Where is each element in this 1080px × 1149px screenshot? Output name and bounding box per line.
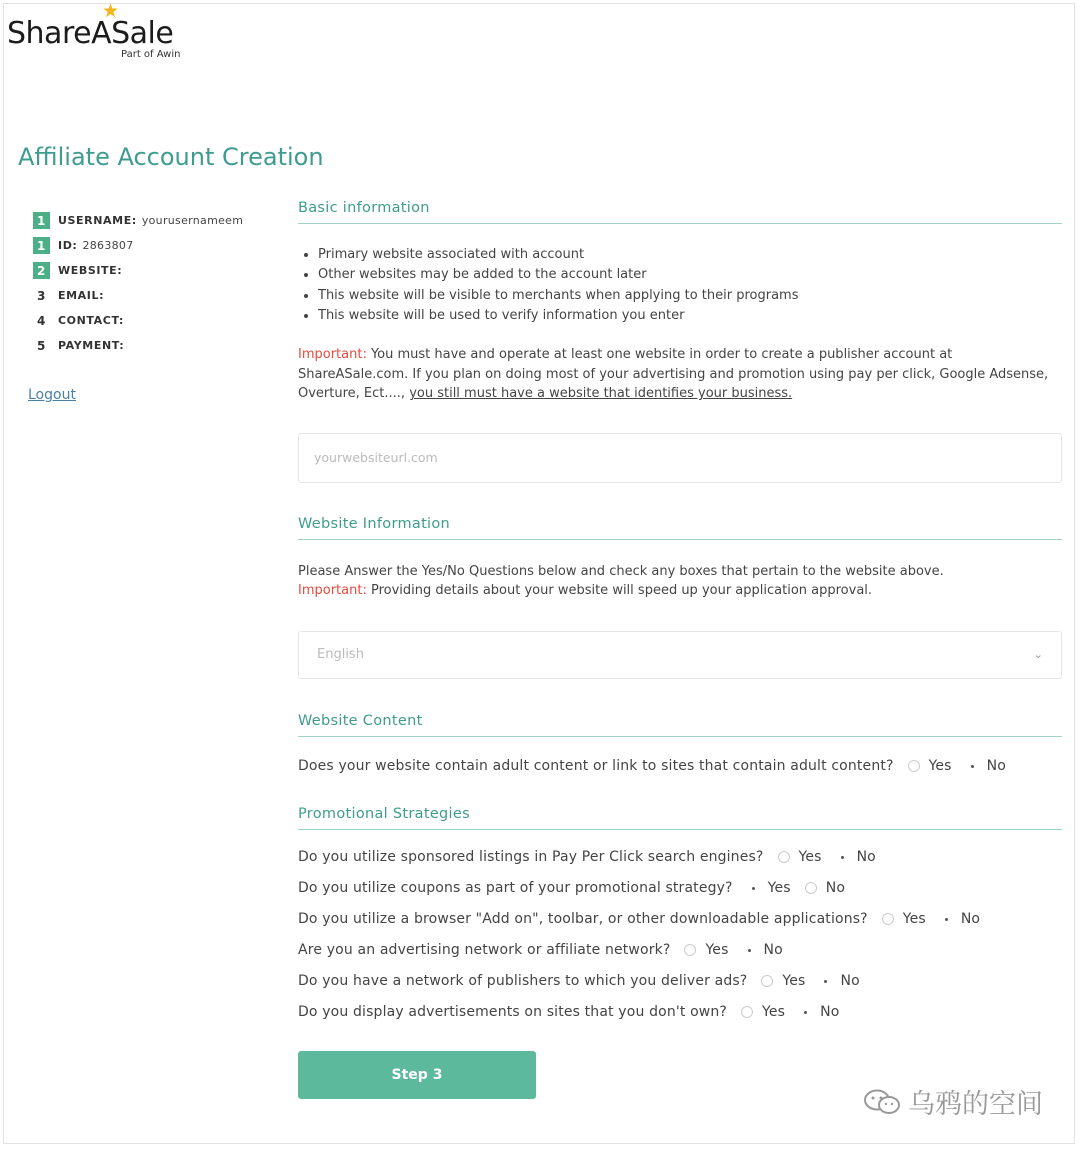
no-label: No — [840, 973, 860, 990]
step-label: CONTACT: — [58, 314, 124, 327]
website-content-heading: Website Content — [298, 713, 1062, 737]
no-label: No — [960, 911, 981, 928]
step-number: 1 — [33, 237, 50, 254]
watermark — [862, 1082, 1043, 1121]
yes-option[interactable] — [684, 942, 728, 958]
question-row-adult — [298, 751, 1062, 782]
radio-no[interactable] — [743, 944, 755, 956]
input-placeholder: yourwebsiteurl.com — [314, 450, 438, 466]
no-option[interactable] — [799, 1004, 839, 1020]
watermark-text: 乌鸦的空间 — [908, 1089, 1043, 1120]
no-option[interactable] — [819, 973, 859, 989]
question-text: Do you have a network of publishers to which you deliver ads? — [298, 973, 748, 990]
list-item: • This website will be used to verify information you enter — [318, 306, 1062, 326]
radio-yes[interactable] — [684, 944, 696, 956]
question-row — [298, 935, 1062, 966]
yes-label: Yes — [798, 849, 822, 866]
radio-no[interactable] — [819, 975, 831, 987]
step-number: 2 — [33, 262, 50, 279]
yes-label: Yes — [767, 880, 791, 897]
main-form — [298, 200, 1062, 1099]
radio-yes[interactable] — [741, 1006, 753, 1018]
important-notice — [298, 345, 1062, 404]
radio-no[interactable] — [940, 913, 952, 925]
no-option[interactable] — [836, 849, 876, 865]
step-website — [33, 258, 273, 283]
select-value: English — [317, 647, 364, 663]
website-url-input[interactable] — [298, 433, 1062, 483]
instruction-text: Please Answer the Yes/No Questions below and check any boxes that pertain to the website above. — [298, 563, 944, 579]
list-item: • Primary website associated with account — [318, 245, 1062, 265]
step-id — [33, 233, 273, 258]
chevron-down-icon: ⌄ — [1033, 648, 1043, 662]
list-item: • Other websites may be added to the account later — [318, 265, 1062, 285]
step-contact — [33, 308, 273, 333]
step-payment — [33, 333, 273, 358]
radio-yes[interactable] — [747, 882, 759, 894]
step-value: 2863807 — [82, 239, 134, 252]
list-item: • This website will be visible to merchants when applying to their programs — [318, 286, 1062, 306]
question-text: Does your website contain adult content or link to sites that contain adult content? — [298, 758, 894, 775]
important-label: Important: — [298, 583, 367, 599]
yes-label: Yes — [782, 973, 806, 990]
question-row — [298, 966, 1062, 997]
promo-heading: Promotional Strategies — [298, 806, 1062, 830]
website-info-heading: Website Information — [298, 516, 1062, 540]
radio-no[interactable] — [805, 882, 817, 894]
step-value: yourusernameem — [141, 214, 244, 227]
radio-yes[interactable] — [908, 760, 920, 772]
step-label: PAYMENT: — [58, 339, 125, 352]
yes-option[interactable] — [741, 1004, 785, 1020]
logout-link[interactable]: Logout — [28, 387, 76, 403]
important-text: Providing details about your website will speed up your application approval. — [366, 583, 873, 599]
brand-name: ShareASale — [7, 16, 174, 51]
no-option[interactable] — [743, 942, 783, 958]
yes-option[interactable] — [761, 973, 805, 989]
yes-option[interactable] — [747, 880, 791, 896]
step-list — [33, 208, 273, 358]
yes-label: Yes — [705, 942, 729, 959]
no-label: No — [825, 880, 846, 897]
no-label: No — [986, 758, 1006, 775]
radio-yes[interactable] — [761, 975, 773, 987]
step-label: ID: — [58, 239, 78, 252]
yes-option[interactable] — [908, 758, 952, 774]
step-label: EMAIL: — [58, 289, 105, 302]
basic-info-list — [298, 245, 1062, 326]
no-option[interactable] — [940, 911, 980, 927]
important-link[interactable]: you still must have a website that identifies your business. — [409, 386, 793, 402]
yes-option[interactable] — [882, 911, 926, 927]
yes-label: Yes — [928, 758, 952, 775]
important-label: Important: — [298, 347, 367, 363]
no-option[interactable] — [966, 758, 1006, 774]
radio-no[interactable] — [966, 760, 978, 772]
radio-no[interactable] — [799, 1006, 811, 1018]
step-number: 5 — [37, 338, 46, 353]
question-text: Do you utilize sponsored listings in Pay Per Click search engines? — [298, 849, 764, 866]
website-info-notice — [298, 562, 1062, 601]
yes-label: Yes — [902, 911, 926, 928]
brand-logo[interactable] — [7, 0, 207, 67]
language-select[interactable] — [298, 631, 1062, 679]
no-label: No — [856, 849, 876, 866]
step-number: 3 — [37, 288, 46, 303]
step-label: WEBSITE: — [58, 264, 123, 277]
step-3-button[interactable]: Step 3 — [298, 1051, 536, 1099]
question-row — [298, 904, 1062, 935]
question-row — [298, 873, 1062, 904]
step-label: USERNAME: — [58, 214, 137, 227]
radio-yes[interactable] — [882, 913, 894, 925]
step-email — [33, 283, 273, 308]
yes-label: Yes — [762, 1004, 786, 1021]
promo-question-list — [298, 842, 1062, 1028]
question-row — [298, 997, 1062, 1028]
question-text: Do you utilize a browser "Add on", toolbar, or other downloadable applications? — [298, 911, 868, 928]
step-number: 4 — [37, 313, 46, 328]
basic-info-heading: Basic information — [298, 200, 1062, 224]
yes-option[interactable] — [778, 849, 822, 865]
star-icon: ★ — [102, 0, 120, 22]
question-text: Are you an advertising network or affiliate network? — [298, 942, 671, 959]
radio-yes[interactable] — [778, 851, 790, 863]
brand-tagline: Part of Awin — [121, 49, 181, 60]
no-label: No — [763, 942, 783, 959]
question-row — [298, 842, 1062, 873]
wechat-icon — [862, 1088, 902, 1116]
question-text: Do you utilize coupons as part of your promotional strategy? — [298, 880, 733, 897]
step-number: 1 — [33, 212, 50, 229]
no-label: No — [820, 1004, 840, 1021]
radio-no[interactable] — [836, 851, 848, 863]
important-text: You must have and operate at least one website in order to create a publisher account at ShareASale.com. If you plan on doing most of your advertising and promotion using pay per click, Google Adsense, Overture, Ect...., — [298, 347, 1049, 402]
question-text: Do you display advertisements on sites that you don't own? — [298, 1004, 728, 1021]
no-option[interactable] — [805, 880, 845, 896]
step-username — [33, 208, 273, 233]
page-title: Affiliate Account Creation — [18, 143, 324, 171]
